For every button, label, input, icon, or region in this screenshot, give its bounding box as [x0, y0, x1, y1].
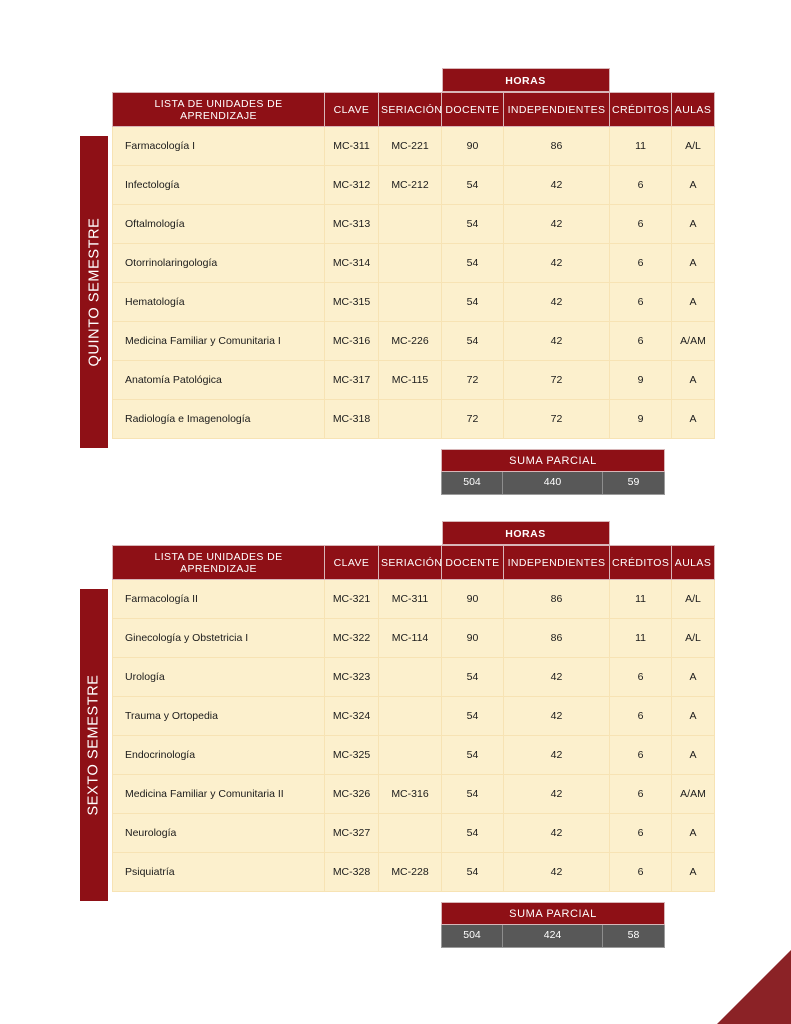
cell-creditos: 6 [610, 283, 672, 322]
cell-seriacion [379, 814, 442, 853]
cell-aulas: A [672, 697, 715, 736]
cell-aulas: A/AM [672, 775, 715, 814]
cell-clave: MC-326 [325, 775, 379, 814]
table-body-quinto [113, 127, 715, 439]
cell-aulas: A [672, 244, 715, 283]
table-row [113, 853, 715, 892]
cell-independientes: 86 [504, 619, 610, 658]
table-row [113, 322, 715, 361]
col-header-name: LISTA DE UNIDADES DE APRENDIZAJE [113, 546, 325, 580]
cell-docente: 54 [442, 814, 504, 853]
cell-docente: 54 [442, 283, 504, 322]
cell-name: Ginecología y Obstetricia I [113, 619, 325, 658]
column-header-row [113, 546, 715, 580]
table-row [113, 166, 715, 205]
cell-creditos: 6 [610, 166, 672, 205]
col-header-clave: CLAVE [325, 93, 379, 127]
cell-independientes: 86 [504, 127, 610, 166]
cell-aulas: A [672, 283, 715, 322]
cell-seriacion: MC-221 [379, 127, 442, 166]
col-header-independientes: INDEPENDIENTES [504, 546, 610, 580]
cell-creditos: 6 [610, 814, 672, 853]
cell-aulas: A [672, 166, 715, 205]
cell-creditos: 11 [610, 580, 672, 619]
cell-docente: 54 [442, 322, 504, 361]
table-row [113, 400, 715, 439]
suma-parcial-values [441, 472, 665, 495]
cell-docente: 54 [442, 853, 504, 892]
suma-parcial-values [441, 925, 665, 948]
cell-docente: 54 [442, 697, 504, 736]
cell-clave: MC-322 [325, 619, 379, 658]
suma-parcial-label: SUMA PARCIAL [441, 449, 665, 472]
cell-aulas: A [672, 400, 715, 439]
table-row [113, 580, 715, 619]
cell-seriacion: MC-316 [379, 775, 442, 814]
cell-seriacion [379, 400, 442, 439]
cell-creditos: 6 [610, 736, 672, 775]
cell-seriacion [379, 205, 442, 244]
col-header-name: LISTA DE UNIDADES DE APRENDIZAJE [113, 93, 325, 127]
table-row [113, 697, 715, 736]
cell-docente: 54 [442, 244, 504, 283]
cell-docente: 90 [442, 580, 504, 619]
table-row [113, 814, 715, 853]
cell-seriacion: MC-226 [379, 322, 442, 361]
cell-clave: MC-313 [325, 205, 379, 244]
col-header-clave: CLAVE [325, 546, 379, 580]
col-header-seriacion: SERIACIÓN [379, 546, 442, 580]
cell-creditos: 6 [610, 658, 672, 697]
cell-name: Anatomía Patológica [113, 361, 325, 400]
cell-creditos: 6 [610, 853, 672, 892]
cell-seriacion [379, 736, 442, 775]
cell-clave: MC-327 [325, 814, 379, 853]
cell-docente: 72 [442, 400, 504, 439]
table-row [113, 619, 715, 658]
cell-clave: MC-314 [325, 244, 379, 283]
cell-name: Infectología [113, 166, 325, 205]
col-header-creditos: CRÉDITOS [610, 546, 672, 580]
cell-name: Neurología [113, 814, 325, 853]
semester-spine-sexto [80, 589, 108, 901]
table-row [113, 658, 715, 697]
semester-spine-quinto [80, 136, 108, 448]
cell-creditos: 9 [610, 361, 672, 400]
suma-independientes: 440 [503, 472, 603, 494]
cell-independientes: 42 [504, 853, 610, 892]
col-header-aulas: AULAS [672, 546, 715, 580]
col-header-aulas: AULAS [672, 93, 715, 127]
cell-clave: MC-321 [325, 580, 379, 619]
cell-clave: MC-315 [325, 283, 379, 322]
cell-clave: MC-318 [325, 400, 379, 439]
cell-name: Farmacología II [113, 580, 325, 619]
cell-independientes: 72 [504, 400, 610, 439]
semester-spine-label: SEXTO SEMESTRE [86, 674, 102, 816]
col-header-docente: DOCENTE [442, 546, 504, 580]
cell-clave: MC-317 [325, 361, 379, 400]
suma-creditos: 59 [603, 472, 664, 494]
cell-docente: 54 [442, 775, 504, 814]
table-row [113, 361, 715, 400]
cell-independientes: 42 [504, 166, 610, 205]
cell-clave: MC-328 [325, 853, 379, 892]
cell-creditos: 6 [610, 205, 672, 244]
cell-independientes: 42 [504, 322, 610, 361]
cell-docente: 54 [442, 658, 504, 697]
group-header-horas: HORAS [442, 68, 610, 92]
cell-aulas: A/L [672, 127, 715, 166]
cell-docente: 72 [442, 361, 504, 400]
cell-aulas: A/L [672, 580, 715, 619]
curriculum-table-sexto [112, 521, 715, 892]
cell-clave: MC-312 [325, 166, 379, 205]
col-header-creditos: CRÉDITOS [610, 93, 672, 127]
group-header-row [113, 68, 715, 93]
cell-creditos: 11 [610, 127, 672, 166]
table-row [113, 244, 715, 283]
cell-creditos: 11 [610, 619, 672, 658]
cell-independientes: 42 [504, 658, 610, 697]
cell-creditos: 9 [610, 400, 672, 439]
cell-name: Trauma y Ortopedia [113, 697, 325, 736]
cell-independientes: 42 [504, 697, 610, 736]
suma-parcial-quinto [441, 449, 665, 495]
column-header-row [113, 93, 715, 127]
cell-independientes: 42 [504, 244, 610, 283]
cell-seriacion: MC-115 [379, 361, 442, 400]
cell-creditos: 6 [610, 775, 672, 814]
suma-docente: 504 [442, 472, 503, 494]
cell-clave: MC-316 [325, 322, 379, 361]
cell-name: Urología [113, 658, 325, 697]
cell-aulas: A [672, 205, 715, 244]
cell-independientes: 86 [504, 580, 610, 619]
cell-docente: 54 [442, 205, 504, 244]
cell-seriacion: MC-228 [379, 853, 442, 892]
cell-seriacion: MC-114 [379, 619, 442, 658]
cell-docente: 54 [442, 166, 504, 205]
cell-independientes: 42 [504, 814, 610, 853]
table-row [113, 736, 715, 775]
cell-clave: MC-324 [325, 697, 379, 736]
suma-docente: 504 [442, 925, 503, 947]
group-header-row [113, 521, 715, 546]
cell-clave: MC-323 [325, 658, 379, 697]
cell-name: Radiología e Imagenología [113, 400, 325, 439]
cell-aulas: A/L [672, 619, 715, 658]
table-row [113, 283, 715, 322]
cell-independientes: 42 [504, 205, 610, 244]
cell-name: Endocrinología [113, 736, 325, 775]
cell-independientes: 42 [504, 736, 610, 775]
table-row [113, 127, 715, 166]
cell-seriacion [379, 244, 442, 283]
suma-parcial-label: SUMA PARCIAL [441, 902, 665, 925]
cell-docente: 90 [442, 619, 504, 658]
cell-name: Medicina Familiar y Comunitaria II [113, 775, 325, 814]
cell-docente: 90 [442, 127, 504, 166]
cell-docente: 54 [442, 736, 504, 775]
cell-clave: MC-325 [325, 736, 379, 775]
cell-name: Medicina Familiar y Comunitaria I [113, 322, 325, 361]
cell-name: Farmacología I [113, 127, 325, 166]
curriculum-table-quinto [112, 68, 715, 439]
suma-creditos: 58 [603, 925, 664, 947]
cell-aulas: A [672, 658, 715, 697]
cell-name: Hematología [113, 283, 325, 322]
cell-creditos: 6 [610, 697, 672, 736]
group-header-horas: HORAS [442, 521, 610, 545]
cell-independientes: 42 [504, 283, 610, 322]
cell-creditos: 6 [610, 322, 672, 361]
cell-aulas: A [672, 853, 715, 892]
suma-parcial-sexto [441, 902, 665, 948]
table-row [113, 775, 715, 814]
cell-independientes: 42 [504, 775, 610, 814]
table-body-sexto [113, 580, 715, 892]
cell-seriacion: MC-212 [379, 166, 442, 205]
suma-independientes: 424 [503, 925, 603, 947]
col-header-docente: DOCENTE [442, 93, 504, 127]
cell-aulas: A [672, 814, 715, 853]
cell-name: Otorrinolaringología [113, 244, 325, 283]
cell-seriacion: MC-311 [379, 580, 442, 619]
cell-aulas: A [672, 736, 715, 775]
cell-seriacion [379, 697, 442, 736]
cell-aulas: A/AM [672, 322, 715, 361]
col-header-independientes: INDEPENDIENTES [504, 93, 610, 127]
table-row [113, 205, 715, 244]
cell-seriacion [379, 283, 442, 322]
corner-decoration-triangle [717, 950, 791, 1024]
cell-seriacion [379, 658, 442, 697]
cell-name: Psiquiatría [113, 853, 325, 892]
cell-creditos: 6 [610, 244, 672, 283]
cell-clave: MC-311 [325, 127, 379, 166]
semester-spine-label: QUINTO SEMESTRE [86, 217, 103, 367]
cell-independientes: 72 [504, 361, 610, 400]
cell-aulas: A [672, 361, 715, 400]
col-header-seriacion: SERIACIÓN [379, 93, 442, 127]
cell-name: Oftalmología [113, 205, 325, 244]
